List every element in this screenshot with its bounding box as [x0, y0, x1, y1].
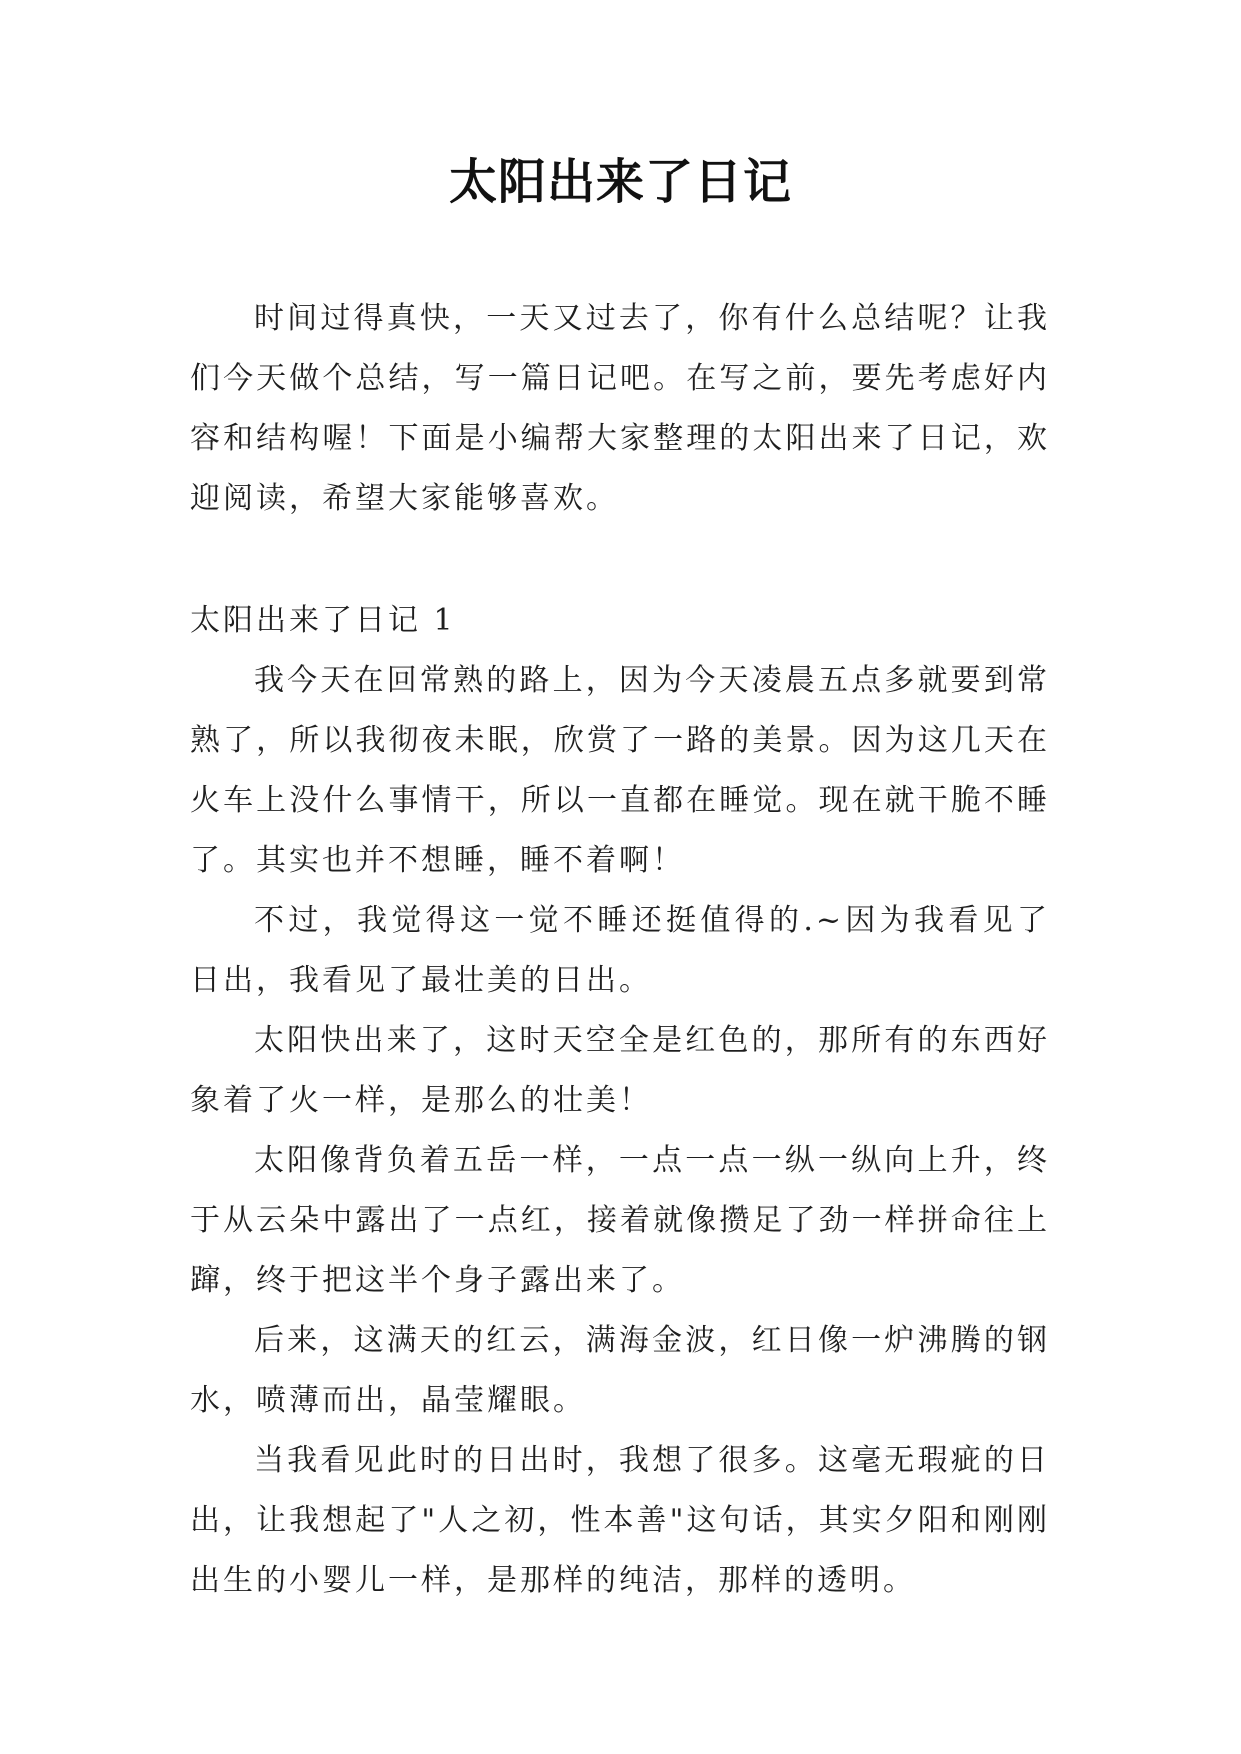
body-paragraph: 太阳快出来了，这时天空全是红色的，那所有的东西好象着了火一样，是那么的壮美！: [190, 1023, 1050, 1118]
document-title: 太阳出来了日记: [448, 154, 792, 210]
body-paragraph: 当我看见此时的日出时，我想了很多。这毫无瑕疵的日出，让我想起了"人之初，性本善"这句话，其实夕阳和刚刚出生的小婴儿一样，是那样的纯洁，那样的透明。: [190, 1443, 1050, 1598]
intro-paragraph: 时间过得真快，一天又过去了，你有什么总结呢？让我们今天做个总结，写一篇日记吧。在写之前，要先考虑好内容和结构喔！下面是小编帮大家整理的太阳出来了日记，欢迎阅读，希望大家能够喜欢。: [190, 301, 1050, 516]
body-paragraph: 后来，这满天的红云，满海金波，红日像一炉沸腾的钢水，喷薄而出，晶莹耀眼。: [190, 1323, 1050, 1418]
body-paragraph: 不过，我觉得这一觉不睡还挺值得的.~因为我看见了日出，我看见了最壮美的日出。: [190, 903, 1050, 998]
body-paragraph: 我今天在回常熟的路上，因为今天凌晨五点多就要到常熟了，所以我彻夜未眠，欣赏了一路的美景。因为这几天在火车上没什么事情干，所以一直都在睡觉。现在就干脆不睡了。其实也并不想睡，睡不着啊！: [190, 663, 1050, 878]
section-heading: 太阳出来了日记 1: [190, 603, 456, 638]
body-paragraph: 太阳像背负着五岳一样，一点一点一纵一纵向上升，终于从云朵中露出了一点红，接着就像攒足了劲一样拼命往上蹿，终于把这半个身子露出来了。: [190, 1143, 1050, 1298]
document-body: [190, 289, 1050, 1611]
